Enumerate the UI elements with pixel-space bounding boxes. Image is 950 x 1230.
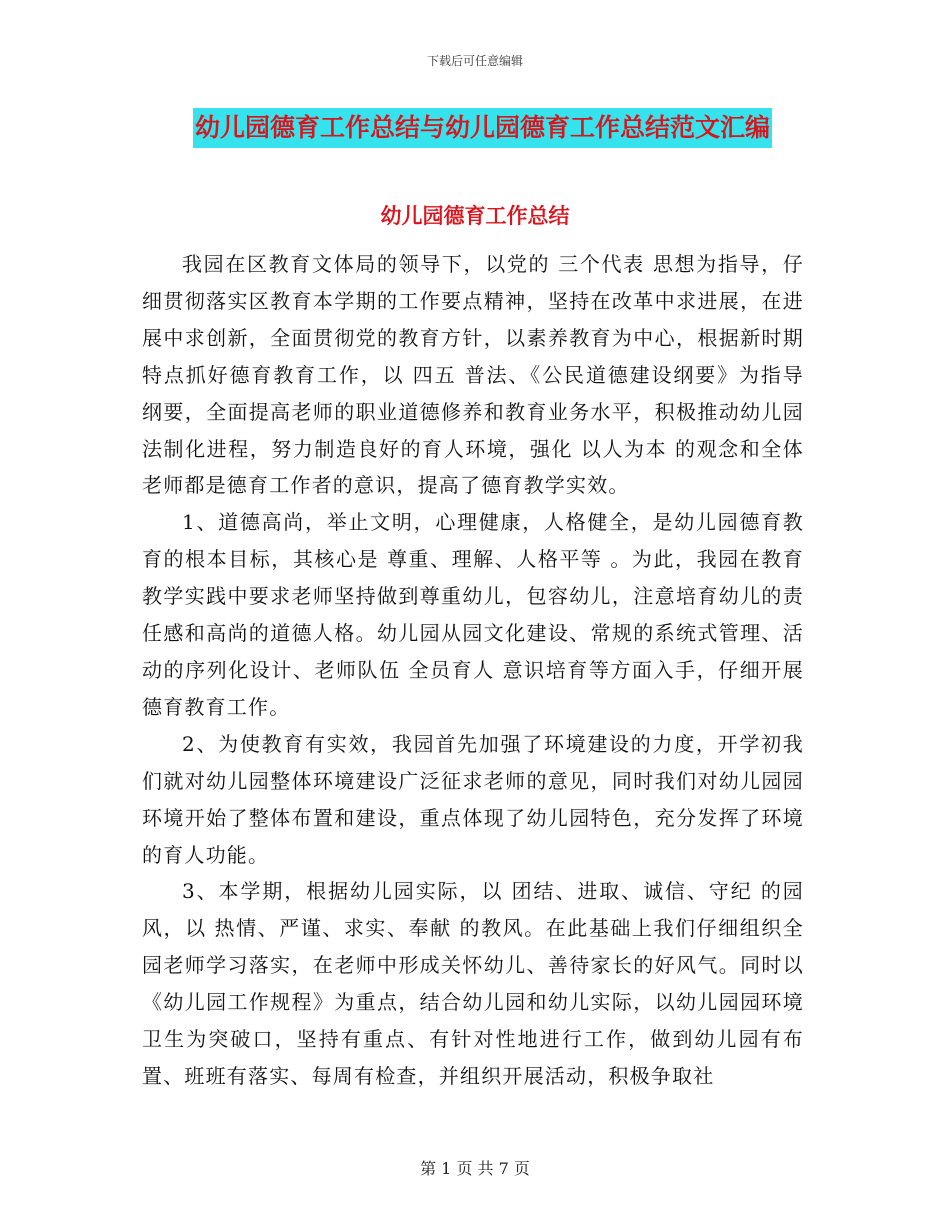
page-header-note: 下载后可任意编辑 <box>426 54 523 68</box>
document-body <box>142 246 804 1095</box>
page-footer: 第 1 页 共 7 页 <box>420 1159 530 1178</box>
paragraph-intro: 我园在区教育文体局的领导下，以党的 三个代表 思想为指导，仔细贯彻落实区教育本学期的工作要点精神，坚持在改革中求进展，在进展中求创新，全面贯彻党的教育方针，以素养教育为中心，根据新时期特点抓好德育教育工作，以 四五 普法、《公民道德建设纲要》为指导纲要，全面提高老师的职业道德修养和教育业务水平，积极推动幼儿园法制化进程，努力制造良好的育人环境，强化 以人为本 的观念和全体老师都是德育工作者的意识，提高了德育教学实效。 <box>142 252 804 498</box>
section-title: 幼儿园德育工作总结 <box>380 204 570 228</box>
paragraph-1: 1、道德高尚，举止文明，心理健康，人格健全，是幼儿园德育教育的根本目标，其核心是 尊重、理解、人格平等 。为此，我园在教育教学实践中要求老师坚持做到尊重幼儿，包容幼儿，注意培育幼儿的责任感和高尚的道德人格。幼儿园从园文化建设、常规的系统式管理、活动的序列化设计、老师队伍 全员育人 意识培育等方面入手，仔细开展德育教育工作。 <box>142 510 804 719</box>
paragraph-2: 2、为使教育有实效，我园首先加强了环境建设的力度，开学初我们就对幼儿园整体环境建设广泛征求老师的意见，同时我们对幼儿园园环境开始了整体布置和建设，重点体现了幼儿园特色，充分发挥了环境的育人功能。 <box>142 731 804 867</box>
document-title: 幼儿园德育工作总结与幼儿园德育工作总结范文汇编 <box>193 108 772 148</box>
paragraph-3: 3、本学期，根据幼儿园实际，以 团结、进取、诚信、守纪 的园风，以 热情、严谨、求实、奉献 的教风。在此基础上我们仔细组织全园老师学习落实，在老师中形成关怀幼儿、善待家长的好风气。同时以《幼儿园工作规程》为重点，结合幼儿园和幼儿实际，以幼儿园园环境卫生为突破口，坚持有重点、有针对性地进行工作，做到幼儿园有布置、班班有落实、每周有检查，并组织开展活动，积极争取社 <box>142 879 804 1088</box>
